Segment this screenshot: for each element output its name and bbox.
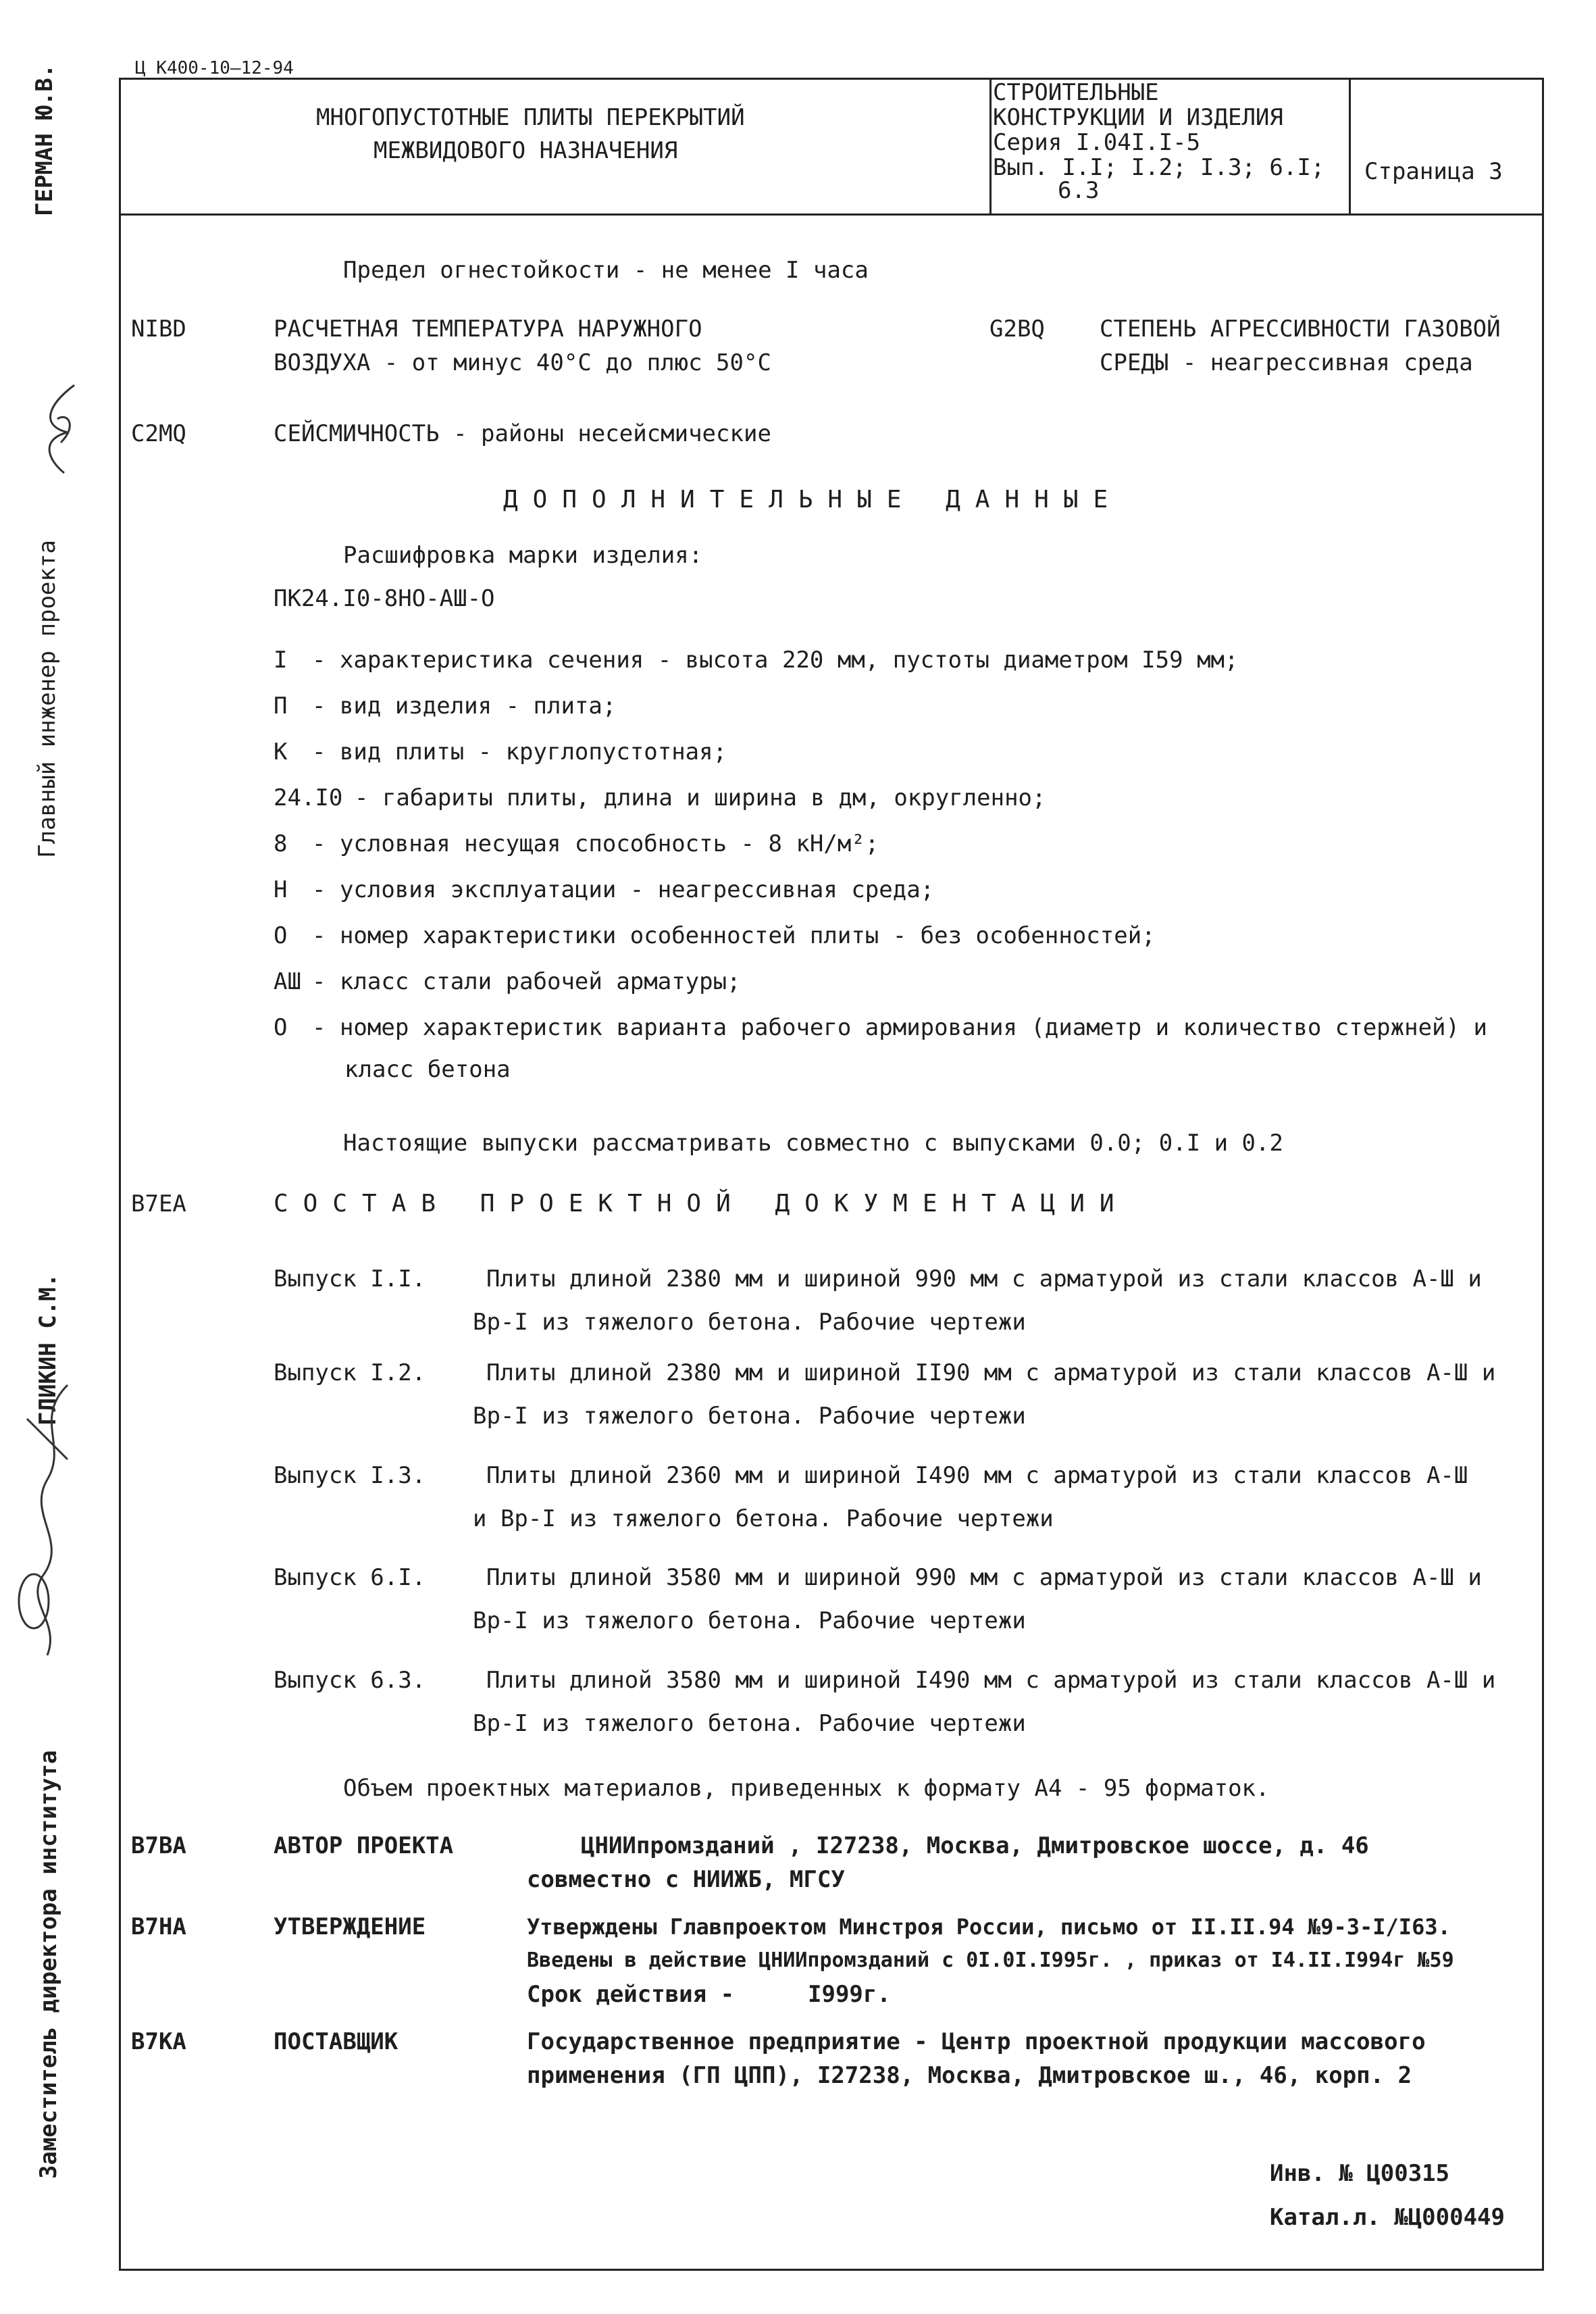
document-code: Ц К400-10—12-94 xyxy=(135,58,294,78)
issue-desc-line-2: Вр-I из тяжелого бетона. Рабочие чертежи xyxy=(473,1607,1026,1634)
header-category-line-2: КОНСТРУКЦИИ И ИЗДЕЛИЯ xyxy=(993,104,1283,131)
decode-key: О xyxy=(274,922,288,949)
volume-note: Объем проектных материалов, приведенных к формату А4 - 95 форматок. xyxy=(343,1775,1270,1802)
section-title-documentation: СОСТАВ ПРОЕКТНОЙ ДОКУМЕНТАЦИИ xyxy=(274,1190,1129,1217)
decode-value: - вид изделия - плита; xyxy=(312,693,617,720)
seismicity: СЕЙСМИЧНОСТЬ - районы несейсмические xyxy=(274,420,771,447)
decode-label: Расшифровка марки изделия: xyxy=(343,542,703,569)
decode-key: П xyxy=(274,693,288,720)
header-divider-1 xyxy=(989,78,992,216)
approval-line-1: Утверждены Главпроектом Минстроя России, письмо от II.II.94 №9-3-I/I63. xyxy=(527,1914,1451,1940)
decode-value: - номер характеристик варианта рабочего армирования (диаметр и количество стержней) и xyxy=(312,1014,1487,1041)
header-series: Серия I.04I.I-5 xyxy=(993,129,1201,156)
decode-key: 24.I0 xyxy=(274,784,343,811)
product-mark: ПК24.I0-8НО-АШ-О xyxy=(274,585,495,612)
issue-desc-line-2: Вр-I из тяжелого бетона. Рабочие чертежи xyxy=(473,1309,1026,1336)
issue-label: Выпуск 6.I. xyxy=(274,1564,426,1591)
header-title-line-2: МЕЖВИДОВОГО НАЗНАЧЕНИЯ xyxy=(374,137,678,164)
side-chief-engineer: Главный инженер проекта xyxy=(34,540,61,858)
inventory-number: Инв. № Ц00315 xyxy=(1270,2160,1450,2187)
side-deputy-director: Заместитель директора института xyxy=(35,1750,62,2179)
issue-desc-line-2: Вр-I из тяжелого бетона. Рабочие чертежи xyxy=(473,1403,1026,1430)
aggressiveness-line-2: СРЕДЫ - неагрессивная среда xyxy=(1100,349,1473,376)
temperature-line-2: ВОЗДУХА - от минус 40°С до плюс 50°С xyxy=(274,349,771,376)
section-title-extra: ДОПОЛНИТЕЛЬНЫЕ ДАННЫЕ xyxy=(503,486,1123,513)
header-category-line-1: СТРОИТЕЛЬНЫЕ xyxy=(993,79,1159,106)
code-nibd: NIBD xyxy=(131,316,186,343)
aggressiveness-line-1: СТЕПЕНЬ АГРЕССИВНОСТИ ГАЗОВОЙ xyxy=(1100,316,1501,343)
issue-label: Выпуск I.2. xyxy=(274,1359,426,1386)
code-c2mq: C2MQ xyxy=(131,420,186,447)
page-frame xyxy=(119,78,1544,2271)
decode-key: I xyxy=(274,647,288,674)
supplier-line-2: применения (ГП ЦПП), I27238, Москва, Дмитровское ш., 46, корп. 2 xyxy=(527,2062,1412,2089)
decode-key: К xyxy=(274,738,288,765)
issue-label: Выпуск 6.3. xyxy=(274,1667,426,1694)
issue-desc-line-2: и Вр-I из тяжелого бетона. Рабочие чертежи xyxy=(473,1505,1054,1532)
author-label: АВТОР ПРОЕКТА xyxy=(274,1832,454,1859)
issue-desc-line-1: Плиты длиной 2380 мм и шириной II90 мм с арматурой из стали классов А-Ш и xyxy=(486,1359,1496,1386)
code-g2bq: G2BQ xyxy=(989,316,1045,343)
side-name-german: ГЕРМАН Ю.В. xyxy=(31,64,58,216)
approval-label: УТВЕРЖДЕНИЕ xyxy=(274,1913,426,1940)
header-issues: Вып. I.I; I.2; I.3; 6.I; xyxy=(993,154,1325,181)
page-number: Страница 3 xyxy=(1364,158,1503,185)
issue-desc-line-1: Плиты длиной 2380 мм и шириной 990 мм с арматурой из стали классов А-Ш и xyxy=(486,1265,1482,1292)
decode-value-cont: класс бетона xyxy=(344,1056,511,1083)
decode-key: АШ xyxy=(274,968,301,995)
catalog-number: Катал.л. №Ц000449 xyxy=(1270,2204,1505,2231)
author-line-1: ЦНИИпромзданий , I27238, Москва, Дмитровское шоссе, д. 46 xyxy=(581,1832,1369,1859)
temperature-line-1: РАСЧЕТНАЯ ТЕМПЕРАТУРА НАРУЖНОГО xyxy=(274,316,702,343)
signature-german xyxy=(27,378,88,480)
author-line-2: совместно с НИИЖБ, МГСУ xyxy=(527,1866,845,1893)
code-b7ea: В7ЕА xyxy=(131,1190,186,1217)
decode-value: - характеристика сечения - высота 220 мм, пустоты диаметром I59 мм; xyxy=(312,647,1239,674)
decode-value: - условия эксплуатации - неагрессивная среда; xyxy=(312,876,935,903)
issue-desc-line-2: Вр-I из тяжелого бетона. Рабочие чертежи xyxy=(473,1710,1026,1737)
supplier-line-1: Государственное предприятие - Центр проектной продукции массового xyxy=(527,2028,1426,2055)
decode-key: Н xyxy=(274,876,288,903)
header-issues-cont: 6.3 xyxy=(1058,177,1100,204)
header-bottom-line xyxy=(119,213,1542,216)
issue-label: Выпуск I.I. xyxy=(274,1265,426,1292)
issues-note: Настоящие выпуски рассматривать совместно с выпусками 0.0; 0.I и 0.2 xyxy=(343,1130,1283,1157)
validity-label: Срок действия - xyxy=(527,1981,735,2008)
decode-key: О xyxy=(274,1014,288,1041)
decode-value: - условная несущая способность - 8 кН/м²; xyxy=(312,830,879,857)
decode-key: 8 xyxy=(274,830,288,857)
code-b7ba: В7ВА xyxy=(131,1832,186,1859)
decode-value: - вид плиты - круглопустотная; xyxy=(312,738,727,765)
code-b7ka: В7КА xyxy=(131,2028,186,2055)
decode-value: - номер характеристики особенностей плиты - без особенностей; xyxy=(312,922,1156,949)
issue-desc-line-1: Плиты длиной 3580 мм и шириной 990 мм с арматурой из стали классов А-Ш и xyxy=(486,1564,1482,1591)
issue-desc-line-1: Плиты длиной 2360 мм и шириной I490 мм с арматурой из стали классов А-Ш xyxy=(486,1462,1468,1489)
decode-value: - габариты плиты, длина и ширина в дм, округленно; xyxy=(355,784,1046,811)
header-divider-2 xyxy=(1349,78,1351,216)
issue-label: Выпуск I.3. xyxy=(274,1462,426,1489)
decode-value: - класс стали рабочей арматуры; xyxy=(312,968,741,995)
validity-year: I999г. xyxy=(808,1981,891,2008)
header-title-line-1: МНОГОПУСТОТНЫЕ ПЛИТЫ ПЕРЕКРЫТИЙ xyxy=(316,104,745,131)
side-name-glikin: ГЛИКИН С.М. xyxy=(34,1273,61,1426)
approval-line-2: Введены в действие ЦНИИпромзданий с 0I.0I.I995г. , приказ от I4.II.I994г №59 xyxy=(527,1948,1454,1972)
code-b7ha: В7НА xyxy=(131,1913,186,1940)
issue-desc-line-1: Плиты длиной 3580 мм и шириной I490 мм с арматурой из стали классов А-Ш и xyxy=(486,1667,1496,1694)
signature-glikin xyxy=(7,1378,81,1662)
supplier-label: ПОСТАВЩИК xyxy=(274,2028,398,2055)
fire-resistance: Предел огнестойкости - не менее I часа xyxy=(343,257,869,284)
